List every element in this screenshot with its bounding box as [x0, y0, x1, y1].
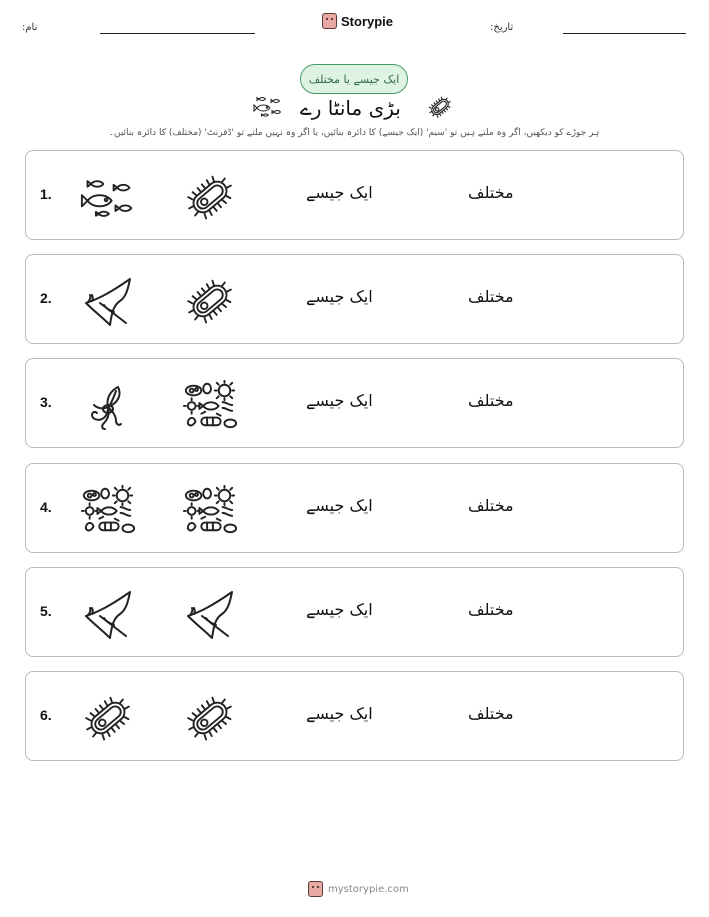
question-number: 2. — [40, 290, 52, 306]
name-line[interactable] — [100, 33, 255, 34]
microbe-icon — [182, 169, 238, 225]
date-line[interactable] — [563, 33, 686, 34]
brand-name: Storypie — [341, 13, 394, 29]
question-number: 1. — [40, 186, 52, 202]
question-number: 6. — [40, 707, 52, 723]
fish-school-icon — [253, 95, 283, 117]
microbe-icon — [182, 690, 238, 746]
different-option[interactable]: مختلف — [468, 183, 514, 202]
same-option[interactable]: ایک جیسے — [306, 287, 373, 306]
different-option[interactable]: مختلف — [468, 391, 514, 410]
fish-school-icon — [80, 169, 136, 225]
question-number: 4. — [40, 499, 52, 515]
footer-url[interactable]: mystorypie.com — [328, 883, 409, 895]
manta-ray-icon — [182, 586, 238, 642]
storypie-logo-icon — [322, 13, 337, 29]
question-row — [25, 671, 684, 761]
plankton-icon — [182, 377, 238, 433]
worksheet-type-badge: ایک جیسے یا مختلف — [300, 64, 408, 94]
question-row — [25, 150, 684, 240]
page-title: بڑی مانٹا رے — [300, 96, 401, 120]
question-row — [25, 567, 684, 657]
microbe-icon — [182, 273, 238, 329]
brand-logo — [322, 13, 393, 29]
different-option[interactable]: مختلف — [468, 704, 514, 723]
different-option[interactable]: مختلف — [468, 287, 514, 306]
manta-ray-icon — [80, 273, 136, 329]
different-option[interactable]: مختلف — [468, 496, 514, 515]
storypie-logo-icon — [308, 881, 323, 897]
same-option[interactable]: ایک جیسے — [306, 496, 373, 515]
same-option[interactable]: ایک جیسے — [306, 391, 373, 410]
same-option[interactable]: ایک جیسے — [306, 600, 373, 619]
same-option[interactable]: ایک جیسے — [306, 183, 373, 202]
microbe-icon — [80, 690, 136, 746]
instructions: ہر جوڑے کو دیکھیں، اگر وہ ملتے ہیں تو 'سیم' (ایک جیسے) کا دائرہ بنائیں، یا اگر وہ نہیں ملتے تو 'ڈفرنٹ' (مختلف) کا دائرہ بنائیں۔ — [108, 128, 600, 138]
name-label: نام: — [22, 22, 38, 33]
date-label: تاریخ: — [490, 22, 514, 33]
same-option[interactable]: ایک جیسے — [306, 704, 373, 723]
different-option[interactable]: مختلف — [468, 600, 514, 619]
footer — [308, 881, 409, 897]
plankton-icon — [80, 482, 136, 538]
question-number: 3. — [40, 394, 52, 410]
sea-plant-icon — [80, 377, 136, 433]
question-row — [25, 358, 684, 448]
question-row — [25, 463, 684, 553]
manta-ray-icon — [80, 586, 136, 642]
question-number: 5. — [40, 603, 52, 619]
question-row — [25, 254, 684, 344]
plankton-icon — [182, 482, 238, 538]
microbe-icon — [426, 93, 454, 121]
